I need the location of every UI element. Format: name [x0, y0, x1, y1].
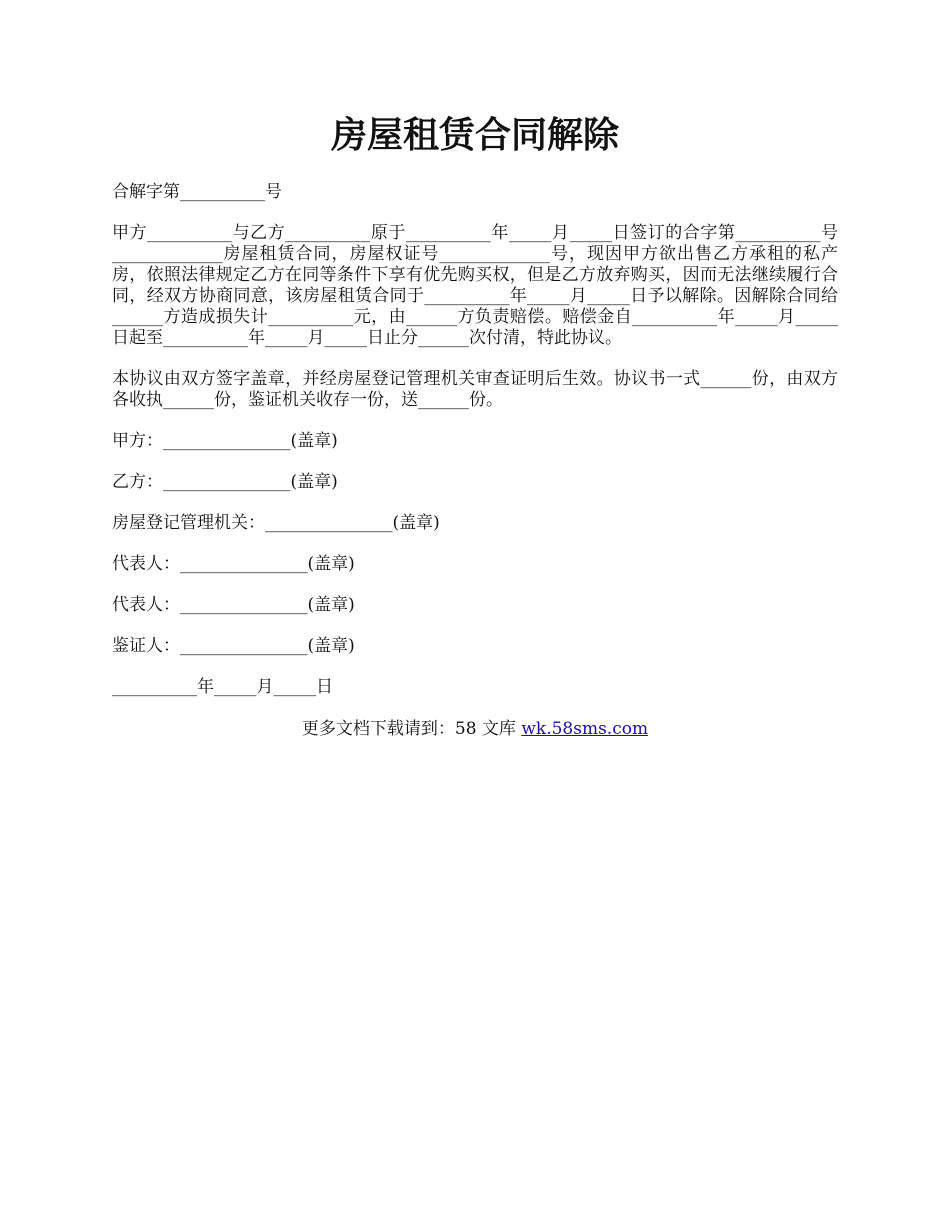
footer-link[interactable]: wk.58sms.com	[521, 719, 649, 739]
signature-party-a: 甲方：_______________(盖章)	[112, 431, 338, 451]
signature-date: __________年_____月_____日	[112, 677, 333, 697]
signature-representative-2: 代表人：_______________(盖章)	[112, 595, 355, 615]
signature-representative-1: 代表人：_______________(盖章)	[112, 554, 355, 574]
signature-notary: 鉴证人：_______________(盖章)	[112, 636, 355, 656]
signature-authority: 房屋登记管理机关：_______________(盖章)	[112, 513, 440, 533]
document-title: 房屋租赁合同解除	[330, 114, 619, 156]
signature-party-b: 乙方：_______________(盖章)	[112, 472, 338, 492]
footer	[112, 718, 838, 740]
paragraph-termination-terms: 甲方__________与乙方__________原于__________年_____月_____日签订的合字第__________号_____________房屋租赁合同，房屋权证号_____________号，现因甲方欲出售乙方承租的私产房，依照法律规定乙方在同等条件下享有优先购买权，但是乙方放弃购买，因而无法继续履行合同，经双方协商同意，该房屋租赁合同于__________年_____月_____日予以解除。因解除合同给______方造成损失计__________元，由______方负责赔偿。赔偿金自__________年_____月_____日起至__________年_____月_____日止分______次付清，特此协议。	[112, 223, 838, 348]
paragraph-effectiveness: 本协议由双方签字盖章，并经房屋登记管理机关审查证明后生效。协议书一式______份，由双方各收执______份，鉴证机关收存一份，送______份。	[112, 369, 838, 410]
document-number: 合解字第__________号	[112, 182, 282, 202]
footer-text: 更多文档下载请到：58 文库	[301, 719, 522, 739]
